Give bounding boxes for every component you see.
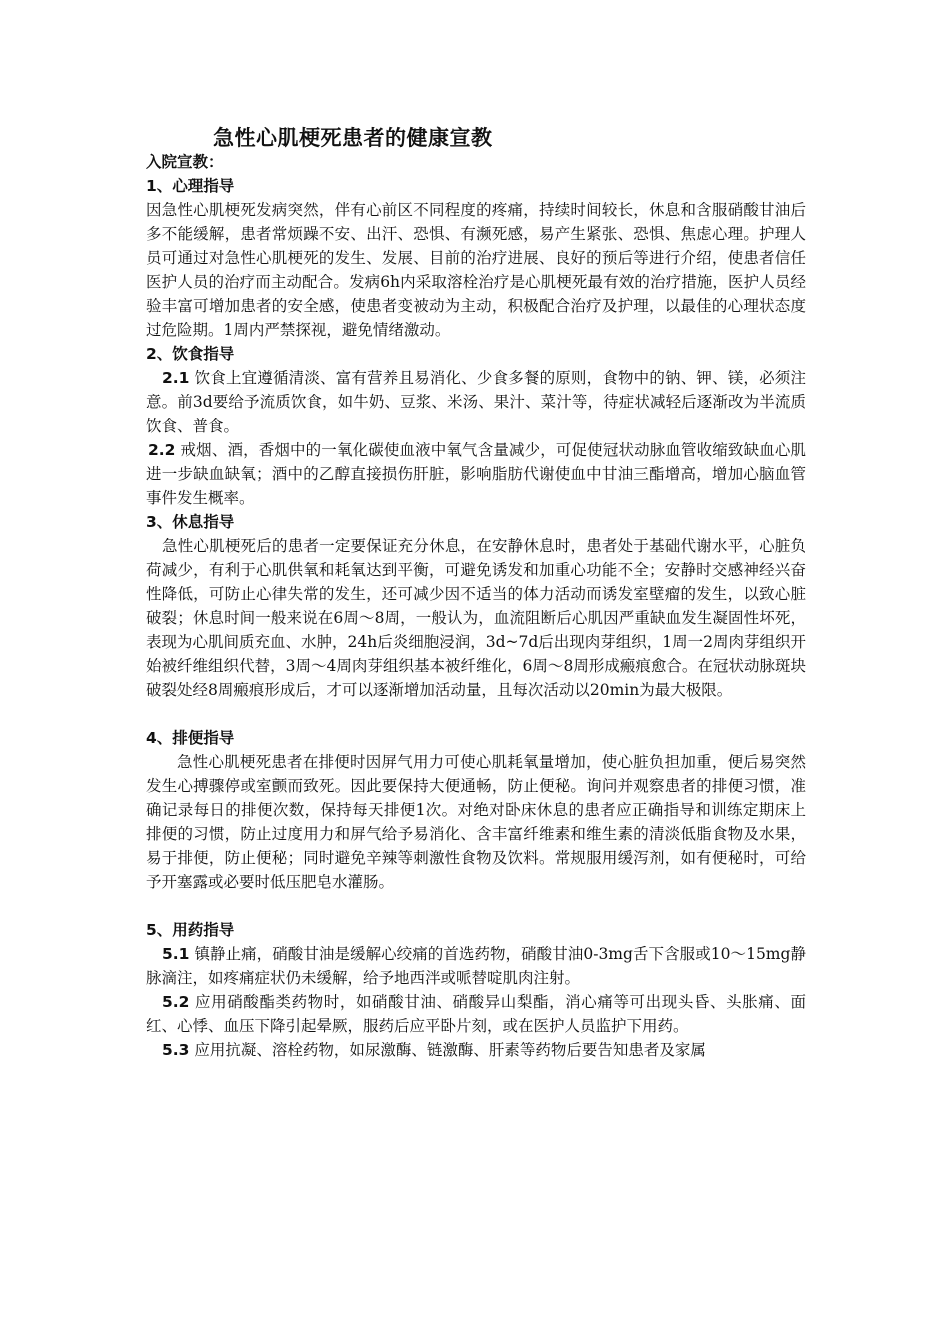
diet-item-2 (146, 438, 806, 510)
section-heading-defecation: 4、排便指导 (146, 729, 235, 747)
section-paragraph-rest: 急性心肌梗死后的患者一定要保证充分休息，在安静休息时，患者处于基础代谢水平，心脏负荷减少，有利于心肌供氧和耗氧达到平衡，可避免诱发和加重心功能不全；安静时交感神经兴奋性降低，可防止心律失常的发生，还可减少因不适当的体力活动而诱发室壁瘤的发生，以致心脏破裂；休息时间一般来说在6周～8周，一般认为，血流阻断后心肌因严重缺血发生凝固性坏死，表现为心肌间质充血、水肿，24h后炎细胞浸润，3d~7d后出现肉芽组织，1周一2周肉芽组织开始被纤维组织代替，3周～4周肉芽组织基本被纤维化，6周～8周形成瘢痕愈合。在冠状动脉斑块破裂处经8周瘢痕形成后，才可以逐渐增加活动量，且每次活动以20min为最大极限。 (146, 537, 806, 699)
item-number: 2.2 (148, 441, 176, 459)
item-text: 镇静止痛，硝酸甘油是缓解心绞痛的首选药物，硝酸甘油0-3mg舌下含服或10～15mg静脉滴注，如疼痛症状仍未缓解，给予地西泮或哌替啶肌肉注射。 (146, 945, 806, 987)
item-number: 5.2 (162, 993, 190, 1011)
medication-item-3 (146, 1038, 806, 1062)
blank-line (146, 894, 806, 918)
item-number: 2.1 (162, 369, 190, 387)
section-heading-psychology: 1、心理指导 (146, 177, 235, 195)
medication-item-2 (146, 990, 806, 1038)
diet-item-1 (146, 366, 806, 438)
document-body (146, 150, 806, 1062)
medication-item-1 (146, 942, 806, 990)
section-heading-rest: 3、休息指导 (146, 513, 235, 531)
item-number: 5.3 (162, 1041, 190, 1059)
intro-heading: 入院宣教： (146, 153, 224, 171)
item-text: 应用抗凝、溶栓药物，如尿激酶、链激酶、肝素等药物后要告知患者及家属 (194, 1041, 706, 1059)
item-text: 应用硝酸酯类药物时，如硝酸甘油、硝酸异山梨酯，消心痛等可出现头昏、头胀痛、面红、心悸、血压下降引起晕厥，服药后应平卧片刻，或在医护人员监护下用药。 (146, 993, 806, 1035)
document-title: 急性心肌梗死患者的健康宣教 (213, 125, 493, 150)
blank-line (146, 702, 806, 726)
section-paragraph-defecation: 急性心肌梗死患者在排便时因屏气用力可使心肌耗氧量增加，使心脏负担加重，便后易突然发生心搏骤停或室颤而致死。因此要保持大便通畅，防止便秘。询问并观察患者的排便习惯，准确记录每日的排便次数，保持每天排便1次。对绝对卧床休息的患者应正确指导和训练定期床上排便的习惯，防止过度用力和屏气给予易消化、含丰富纤维素和维生素的清淡低脂食物及水果，易于排便，防止便秘；同时避免辛辣等刺激性食物及饮料。常规服用缓泻剂，如有便秘时，可给予开塞露或必要时低压肥皂水灌肠。 (146, 753, 806, 891)
item-text: 戒烟、酒，香烟中的一氧化碳使血液中氧气含量减少，可促使冠状动脉血管收缩致缺血心肌进一步缺血缺氧；酒中的乙醇直接损伤肝脏，影响脂肪代谢使血中甘油三酯增高，增加心脑血管事件发生概率。 (146, 441, 806, 507)
section-heading-medication: 5、用药指导 (146, 921, 235, 939)
item-number: 5.1 (162, 945, 190, 963)
section-heading-diet: 2、饮食指导 (146, 345, 235, 363)
item-text: 饮食上宜遵循清淡、富有营养且易消化、少食多餐的原则，食物中的钠、钾、镁，必须注意。前3d要给予流质饮食，如牛奶、豆浆、米汤、果汁、菜汁等，待症状减轻后逐渐改为半流质饮食、普食。 (146, 369, 806, 435)
section-paragraph-psychology: 因急性心肌梗死发病突然，伴有心前区不同程度的疼痛，持续时间较长，休息和含服硝酸甘油后多不能缓解，患者常烦躁不安、出汗、恐惧、有濒死感，易产生紧张、恐惧、焦虑心理。护理人员可通过对急性心肌梗死的发生、发展、目前的治疗进展、良好的预后等进行介绍，使患者信任医护人员的治疗而主动配合。发病6h内采取溶栓治疗是心肌梗死最有效的治疗措施，医护人员经验丰富可增加患者的安全感，使患者变被动为主动，积极配合治疗及护理，以最佳的心理状态度过危险期。1周内严禁探视，避免情绪激动。 (146, 201, 806, 339)
